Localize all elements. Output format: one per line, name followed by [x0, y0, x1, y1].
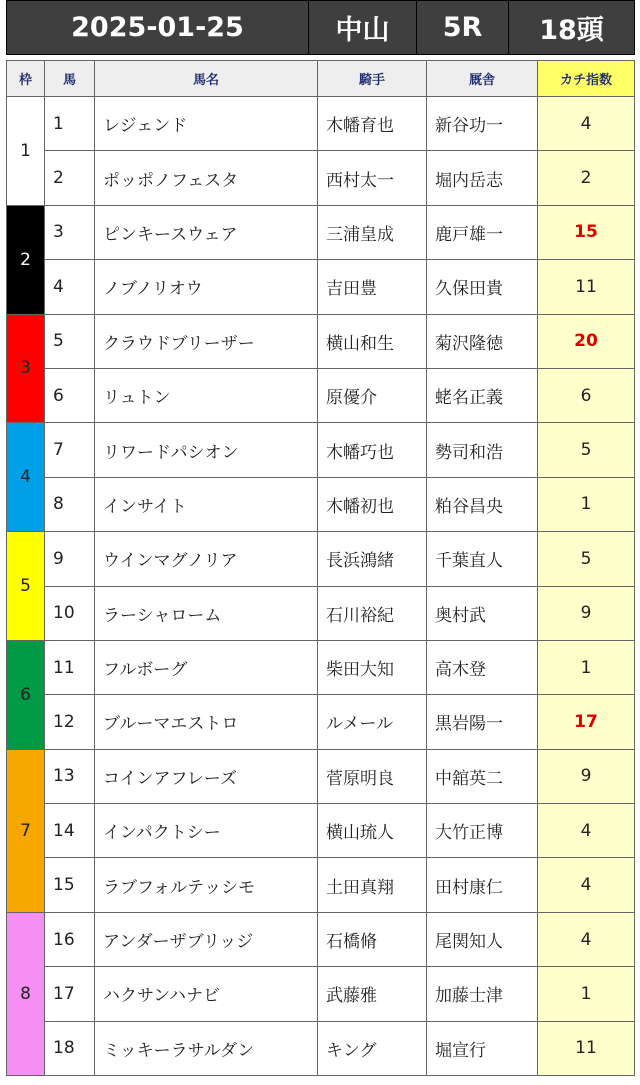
horse-number-cell: 2	[45, 151, 95, 205]
horse-name-cell: ポッポノフェスタ	[95, 151, 318, 205]
kachi-index-cell: 15	[538, 205, 635, 259]
kachi-index-cell: 6	[538, 368, 635, 422]
horse-name-cell: ノブノリオウ	[95, 260, 318, 314]
race-venue: 中山	[309, 1, 417, 55]
table-row	[7, 423, 635, 477]
kachi-index-cell: 5	[538, 423, 635, 477]
horse-number-cell: 14	[45, 804, 95, 858]
col-header-jockey: 騎手	[318, 61, 427, 97]
trainer-cell: 千葉直人	[427, 532, 538, 586]
col-header-waku: 枠	[7, 61, 45, 97]
horse-number-cell: 6	[45, 368, 95, 422]
trainer-cell: 久保田貴	[427, 260, 538, 314]
horse-name-cell: ハクサンハナビ	[95, 967, 318, 1021]
table-row	[7, 749, 635, 803]
col-header-horse-number: 馬	[45, 61, 95, 97]
table-row	[7, 477, 635, 531]
horse-name-cell: レジェンド	[95, 97, 318, 151]
trainer-cell: 菊沢隆徳	[427, 314, 538, 368]
jockey-cell: 土田真翔	[318, 858, 427, 912]
jockey-cell: 武藤雅	[318, 967, 427, 1021]
jockey-cell: 石川裕紀	[318, 586, 427, 640]
kachi-index-cell: 9	[538, 586, 635, 640]
kachi-index-cell: 9	[538, 749, 635, 803]
gate-cell: 7	[7, 749, 45, 912]
kachi-index-cell: 4	[538, 804, 635, 858]
horse-name-cell: ブルーマエストロ	[95, 695, 318, 749]
table-row	[7, 967, 635, 1021]
trainer-cell: 勢司和浩	[427, 423, 538, 477]
kachi-index-cell: 20	[538, 314, 635, 368]
horse-name-cell: コインアフレーズ	[95, 749, 318, 803]
table-row	[7, 858, 635, 912]
trainer-cell: 鹿戸雄一	[427, 205, 538, 259]
horse-name-cell: ウインマグノリア	[95, 532, 318, 586]
trainer-cell: 堀宣行	[427, 1021, 538, 1075]
gate-cell: 4	[7, 423, 45, 532]
table-row	[7, 260, 635, 314]
trainer-cell: 田村康仁	[427, 858, 538, 912]
table-row	[7, 1021, 635, 1075]
horse-number-cell: 10	[45, 586, 95, 640]
trainer-cell: 粕谷昌央	[427, 477, 538, 531]
jockey-cell: 横山琉人	[318, 804, 427, 858]
kachi-index-cell: 4	[538, 912, 635, 966]
table-row	[7, 912, 635, 966]
table-row	[7, 804, 635, 858]
horse-name-cell: インパクトシー	[95, 804, 318, 858]
jockey-cell: 西村太一	[318, 151, 427, 205]
jockey-cell: 原優介	[318, 368, 427, 422]
jockey-cell: 石橋脩	[318, 912, 427, 966]
jockey-cell: 菅原明良	[318, 749, 427, 803]
horse-name-cell: クラウドブリーザー	[95, 314, 318, 368]
entries-table	[6, 60, 635, 1076]
race-date: 2025-01-25	[7, 1, 309, 55]
trainer-cell: 堀内岳志	[427, 151, 538, 205]
table-row	[7, 314, 635, 368]
horse-name-cell: アンダーザブリッジ	[95, 912, 318, 966]
gate-cell: 3	[7, 314, 45, 423]
kachi-index-cell: 1	[538, 967, 635, 1021]
kachi-index-cell: 11	[538, 260, 635, 314]
gate-cell: 2	[7, 205, 45, 314]
horse-number-cell: 11	[45, 640, 95, 694]
table-row	[7, 368, 635, 422]
table-row	[7, 532, 635, 586]
jockey-cell: 木幡初也	[318, 477, 427, 531]
table-row	[7, 640, 635, 694]
kachi-index-cell: 2	[538, 151, 635, 205]
kachi-index-cell: 1	[538, 477, 635, 531]
horse-name-cell: インサイト	[95, 477, 318, 531]
jockey-cell: キング	[318, 1021, 427, 1075]
table-row	[7, 205, 635, 259]
jockey-cell: ルメール	[318, 695, 427, 749]
horse-number-cell: 4	[45, 260, 95, 314]
jockey-cell: 長浜鴻緒	[318, 532, 427, 586]
horse-number-cell: 15	[45, 858, 95, 912]
kachi-index-cell: 17	[538, 695, 635, 749]
trainer-cell: 新谷功一	[427, 97, 538, 151]
race-number: 5R	[417, 1, 509, 55]
kachi-index-cell: 11	[538, 1021, 635, 1075]
horse-name-cell: ピンキースウェア	[95, 205, 318, 259]
horse-number-cell: 3	[45, 205, 95, 259]
horse-number-cell: 9	[45, 532, 95, 586]
horse-name-cell: リュトン	[95, 368, 318, 422]
jockey-cell: 三浦皇成	[318, 205, 427, 259]
col-header-kachi-index: カチ指数	[538, 61, 635, 97]
horse-number-cell: 16	[45, 912, 95, 966]
col-header-trainer: 厩舎	[427, 61, 538, 97]
horse-number-cell: 18	[45, 1021, 95, 1075]
horse-number-cell: 17	[45, 967, 95, 1021]
col-header-horse-name: 馬名	[95, 61, 318, 97]
horse-number-cell: 5	[45, 314, 95, 368]
trainer-cell: 中舘英二	[427, 749, 538, 803]
horse-number-cell: 13	[45, 749, 95, 803]
gate-cell: 6	[7, 640, 45, 749]
gate-cell: 5	[7, 532, 45, 641]
trainer-cell: 加藤士津	[427, 967, 538, 1021]
horse-name-cell: ラーシャローム	[95, 586, 318, 640]
jockey-cell: 木幡巧也	[318, 423, 427, 477]
gate-cell: 8	[7, 912, 45, 1075]
kachi-index-cell: 1	[538, 640, 635, 694]
horse-number-cell: 1	[45, 97, 95, 151]
horse-number-cell: 8	[45, 477, 95, 531]
table-row	[7, 695, 635, 749]
table-row	[7, 586, 635, 640]
table-row	[7, 151, 635, 205]
trainer-cell: 尾関知人	[427, 912, 538, 966]
horse-number-cell: 7	[45, 423, 95, 477]
horse-name-cell: リワードパシオン	[95, 423, 318, 477]
horse-number-cell: 12	[45, 695, 95, 749]
jockey-cell: 木幡育也	[318, 97, 427, 151]
trainer-cell: 大竹正博	[427, 804, 538, 858]
jockey-cell: 柴田大知	[318, 640, 427, 694]
horse-name-cell: ラブフォルテッシモ	[95, 858, 318, 912]
trainer-cell: 黒岩陽一	[427, 695, 538, 749]
table-row	[7, 97, 635, 151]
horse-name-cell: ミッキーラサルダン	[95, 1021, 318, 1075]
kachi-index-cell: 4	[538, 97, 635, 151]
jockey-cell: 横山和生	[318, 314, 427, 368]
runner-count: 18頭	[509, 1, 635, 55]
kachi-index-cell: 5	[538, 532, 635, 586]
header-row	[7, 61, 635, 97]
trainer-cell: 高木登	[427, 640, 538, 694]
kachi-index-cell: 4	[538, 858, 635, 912]
trainer-cell: 蛯名正義	[427, 368, 538, 422]
horse-name-cell: フルボーグ	[95, 640, 318, 694]
trainer-cell: 奥村武	[427, 586, 538, 640]
race-header	[6, 0, 635, 55]
jockey-cell: 吉田豊	[318, 260, 427, 314]
gate-cell: 1	[7, 97, 45, 206]
